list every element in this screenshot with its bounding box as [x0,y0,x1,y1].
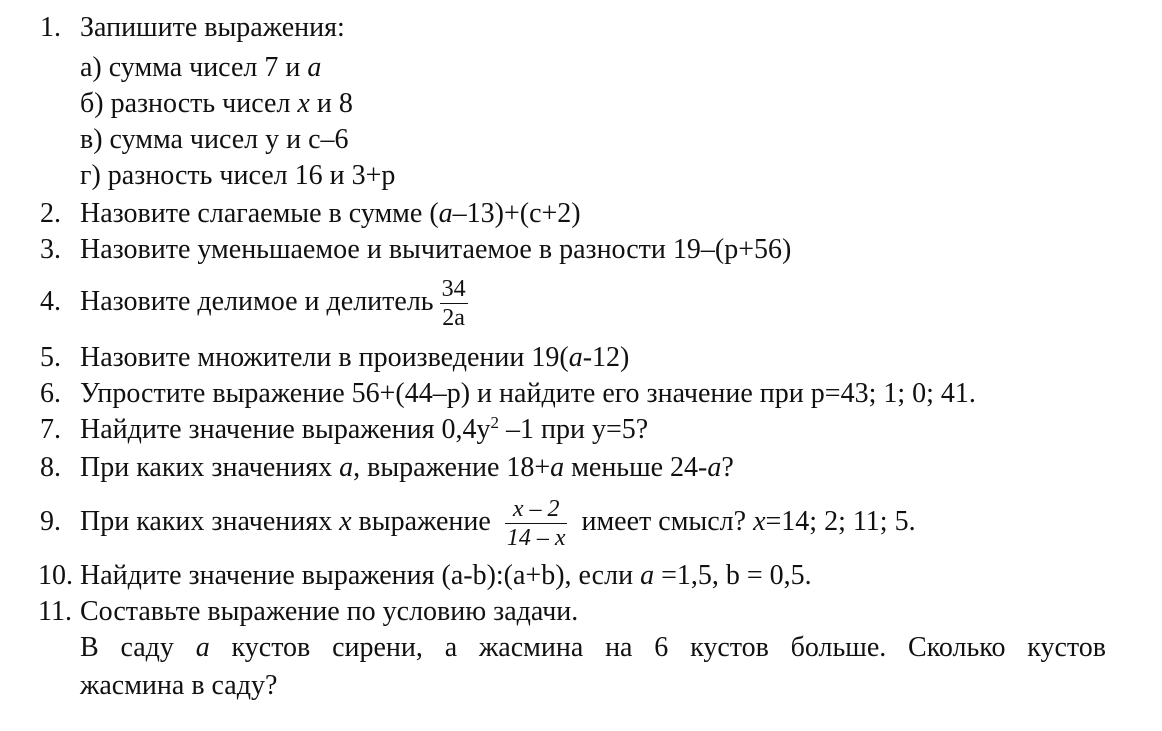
item-number: 6. [40,378,61,409]
item-number: 5. [40,342,61,373]
item-text: При каких значениях а, выражение 18+а меньше 24-а? [80,452,734,483]
item-number: 9. [40,506,61,537]
item-text: Упростите выражение 56+(44–р) и найдите его значение при р=43; 1; 0; 41. [80,378,976,409]
fraction: $\frac{34}{2а}$ [441,276,466,332]
sub-item-b: б) разность чисел x и 8 [80,88,353,119]
task-text: В саду а кустов сирени, а жасмина на 6 кустов больше. Сколько кустов [80,632,1107,663]
task-text: жасмина в саду? [80,670,278,701]
sub-item-d: г) разность чисел 16 и 3+р [80,160,396,191]
item-number: 4. [40,286,61,317]
item-text: Назовите множители в произведении 19(а-12) [80,342,630,373]
sub-item-a: а) сумма чисел 7 и а [80,52,322,83]
item-text: Назовите делимое и делитель $\frac{34}{2а}$ [80,276,466,332]
item-number: 10. [38,560,73,591]
item-text: Назовите слагаемые в сумме (а–13)+(с+2) [80,198,581,229]
item-text: При каких значениях x выражение $\frac{x - 2}{14 - x}$ имеет смысл? x=14; 2; 11; 5. [80,496,916,552]
item-text: Составьте выражение по условию задачи. [80,596,579,627]
item-number: 11. [38,596,72,627]
item-number: 1. [40,12,61,43]
item-text: Найдите значение выражения (а-b):(а+b), если а =1,5, b = 0,5. [80,560,812,591]
item-number: 8. [40,452,61,483]
fraction: $\frac{x - 2}{14 - x}$ [506,496,566,552]
item-number: 2. [40,198,61,229]
item-text: Запишите выражения: [80,12,345,43]
item-number: 7. [40,414,61,445]
item-number: 3. [40,234,61,265]
item-text: Найдите значение выражения $0,4у^2$ –1 при у=5? [80,413,649,445]
sub-item-c: в) сумма чисел у и с–6 [80,124,349,155]
item-text: Назовите уменьшаемое и вычитаемое в разности 19–(р+56) [80,234,792,265]
